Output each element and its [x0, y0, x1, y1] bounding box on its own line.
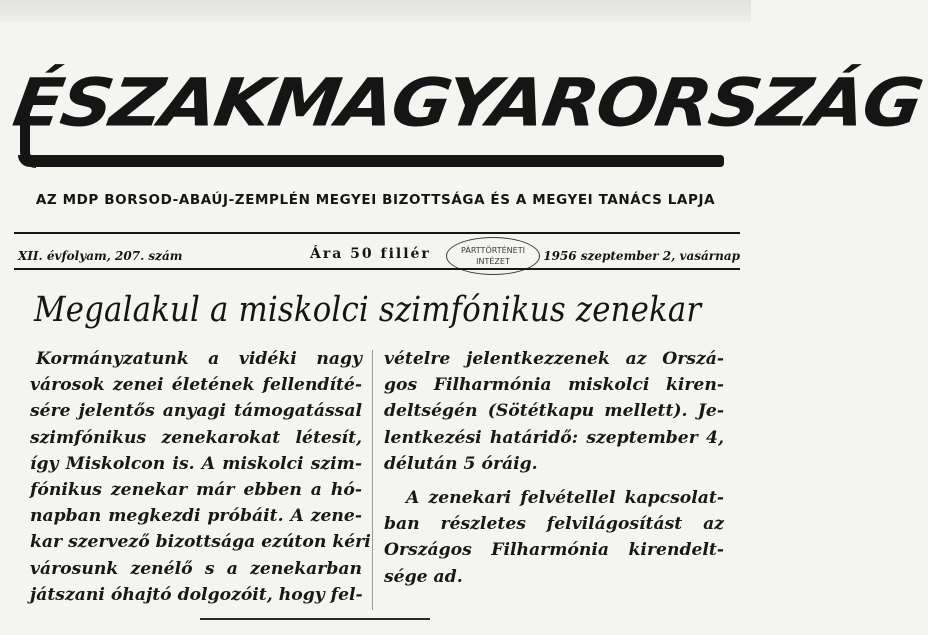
- article-paragraph-1-continued: [384, 346, 724, 477]
- article-paragraph-2: [384, 485, 724, 590]
- text-line: városok zenei életének fellendíté-: [30, 375, 362, 396]
- dateline: [18, 246, 740, 266]
- volume-number: XII. évfolyam, 207. szám: [18, 249, 183, 263]
- column-divider: [372, 350, 373, 610]
- text-line: szimfónikus zenekarokat létesít,: [30, 427, 362, 448]
- text-line: városunk zenélő s a zenekarban: [30, 558, 362, 579]
- text-line: A zenekari felvétellel kapcsolat-: [406, 488, 724, 509]
- text-line: délután 5 óráig.: [384, 453, 538, 474]
- text-line: így Miskolcon is. A miskolci szim-: [30, 453, 362, 474]
- text-line: kar szervező bizottsága ezúton kéri: [30, 532, 371, 553]
- top-margin-strip: [0, 0, 751, 22]
- text-line: lentkezési határidő: szeptember 4,: [384, 427, 724, 448]
- article-end-rule: [200, 618, 430, 620]
- article-headline: Megalakul a miskolci szimfónikus zenekar: [34, 290, 702, 330]
- price: Ára 50 fillér: [310, 246, 431, 262]
- text-line: Kormányzatunk a vidéki nagy: [36, 349, 362, 369]
- newspaper-title: ÉSZAKMAGYARORSZÁG: [8, 63, 927, 142]
- text-line: napban megkezdi próbáit. A zene-: [30, 506, 362, 527]
- text-line: fónikus zenekar már ebben a hó-: [30, 480, 362, 501]
- issue-date: 1956 szeptember 2, vasárnap: [543, 249, 740, 263]
- text-line: deltségén (Sötétkapu mellett). Je-: [384, 401, 724, 422]
- masthead-rule-top: [14, 232, 740, 234]
- text-line: gos Filharmónia miskolci kiren-: [384, 375, 724, 396]
- text-line: ban részletes felvilágosítást az: [384, 514, 724, 535]
- article-column-right: [384, 346, 724, 590]
- article-paragraph-1: [30, 346, 371, 608]
- masthead: [8, 52, 927, 208]
- stamp-line-2: INTÉZET: [476, 257, 510, 266]
- text-line: játszani óhajtó dolgozóit, hogy fel-: [30, 584, 363, 605]
- text-line: sére jelentős anyagi támogatással: [30, 401, 362, 422]
- text-line: Országos Filharmónia kirendelt-: [384, 540, 724, 561]
- article-column-left: [30, 346, 371, 608]
- masthead-rule-bottom: [14, 268, 740, 270]
- text-line: sége ad.: [384, 566, 463, 587]
- stamp-line-1: PÁRTTÖRTÉNETI: [461, 246, 525, 255]
- masthead-swoosh: [18, 155, 724, 167]
- newspaper-subtitle: AZ MDP BORSOD-ABAÚJ-ZEMPLÉN MEGYEI BIZOTTSÁGA ÉS A MEGYEI TANÁCS LAPJA: [35, 192, 716, 208]
- text-line: vételre jelentkezzenek az Orszá-: [384, 349, 724, 369]
